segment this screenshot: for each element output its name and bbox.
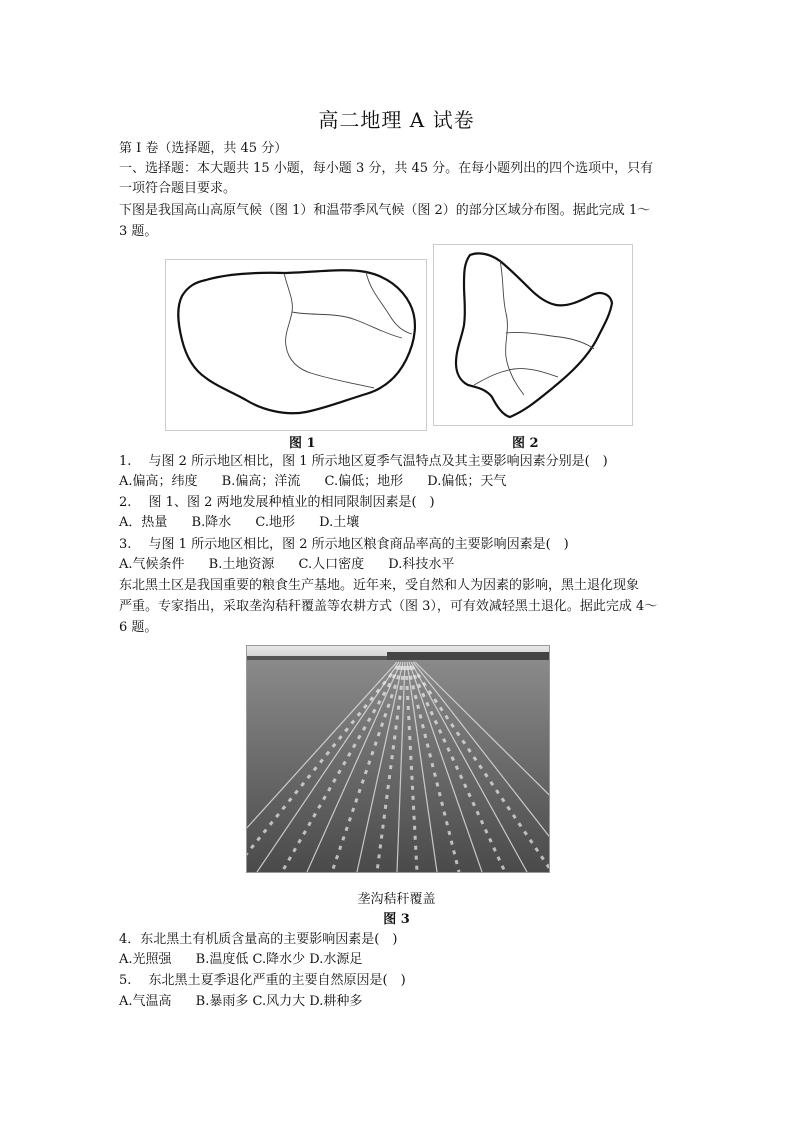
figure-2-label: 图 2	[512, 436, 539, 451]
page-title: 高二地理 A 试卷	[318, 108, 475, 132]
question-1-option-b[interactable]: B.偏高；洋流	[221, 474, 301, 489]
question-4-option-bcd[interactable]: B.温度低 C.降水少 D.水源足	[195, 952, 363, 967]
figure-3-photo	[246, 645, 550, 873]
figure-1-label: 图 1	[289, 436, 316, 451]
question-3-option-b[interactable]: B.土地资源	[208, 557, 275, 572]
question-5-stem: 5. 东北黑土夏季退化严重的主要自然原因是( )	[119, 973, 406, 988]
question-4-options	[119, 950, 382, 970]
figure-1-map	[165, 259, 427, 431]
question-1-option-a[interactable]: A.偏高；纬度	[119, 474, 198, 489]
monsoon-region-outline	[434, 245, 632, 425]
question-3-option-a[interactable]: A.气候条件	[119, 557, 185, 572]
question-5-option-bcd[interactable]: B.暴雨多 C.风力大 D.耕种多	[195, 994, 363, 1009]
question-4-stem: 4．东北黑土有机质含量高的主要影响因素是( )	[119, 932, 398, 947]
question-3-options	[119, 555, 474, 575]
question-2-options	[119, 513, 379, 533]
intro-line-1: 下图是我国高山高原气候（图 1）和温带季风气候（图 2）的部分区域分布图。据此完成 1～	[119, 203, 651, 218]
instruction-line-1: 一、选择题：本大题共 15 小题，每小题 3 分，共 45 分。在每小题列出的四个选项中，只有	[119, 161, 654, 176]
question-3-option-d[interactable]: D.科技水平	[388, 557, 455, 572]
figure-3-caption: 垄沟秸秆覆盖	[357, 892, 436, 907]
instruction-line-2: 一项符合题目要求。	[119, 181, 237, 196]
question-2-stem: 2. 图 1、图 2 两地发展种植业的相同限制因素是( )	[119, 495, 435, 510]
figure-2-map	[433, 244, 633, 426]
question-1-option-d[interactable]: D.偏低；天气	[427, 474, 507, 489]
question-4-option-a[interactable]: A.光照强	[119, 952, 172, 967]
question-5-options	[119, 992, 382, 1012]
section-heading: 第 I 卷（选择题，共 45 分）	[119, 141, 288, 156]
question-2-option-d[interactable]: D.土壤	[319, 515, 360, 530]
passage-line-2: 严重。专家指出，采取垄沟秸秆覆盖等农耕方式（图 3），可有效减轻黑土退化。据此完成 4～	[119, 599, 658, 614]
question-2-option-c[interactable]: C.地形	[255, 515, 295, 530]
question-1-option-c[interactable]: C.偏低；地形	[324, 474, 404, 489]
intro-line-2: 3 题。	[119, 224, 158, 239]
field-straw-cover-image	[247, 646, 549, 872]
question-5-option-a[interactable]: A.气温高	[119, 994, 172, 1009]
passage-line-3: 6 题。	[119, 620, 158, 635]
question-2-option-b[interactable]: B.降水	[191, 515, 232, 530]
question-2-option-a[interactable]: A．热量	[119, 515, 168, 530]
plateau-region-outline	[166, 260, 426, 430]
passage-line-1: 东北黑土区是我国重要的粮食生产基地。近年来，受自然和人为因素的影响，黑土退化现象	[119, 578, 640, 593]
question-1-stem: 1. 与图 2 所示地区相比，图 1 所示地区夏季气温特点及其主要影响因素分别是( )	[119, 454, 608, 469]
question-3-stem: 3. 与图 1 所示地区相比，图 2 所示地区粮食商品率高的主要影响因素是( )	[119, 537, 569, 552]
question-3-option-c[interactable]: C.人口密度	[298, 557, 365, 572]
figure-3-label: 图 3	[383, 912, 410, 927]
question-1-options	[119, 472, 526, 492]
